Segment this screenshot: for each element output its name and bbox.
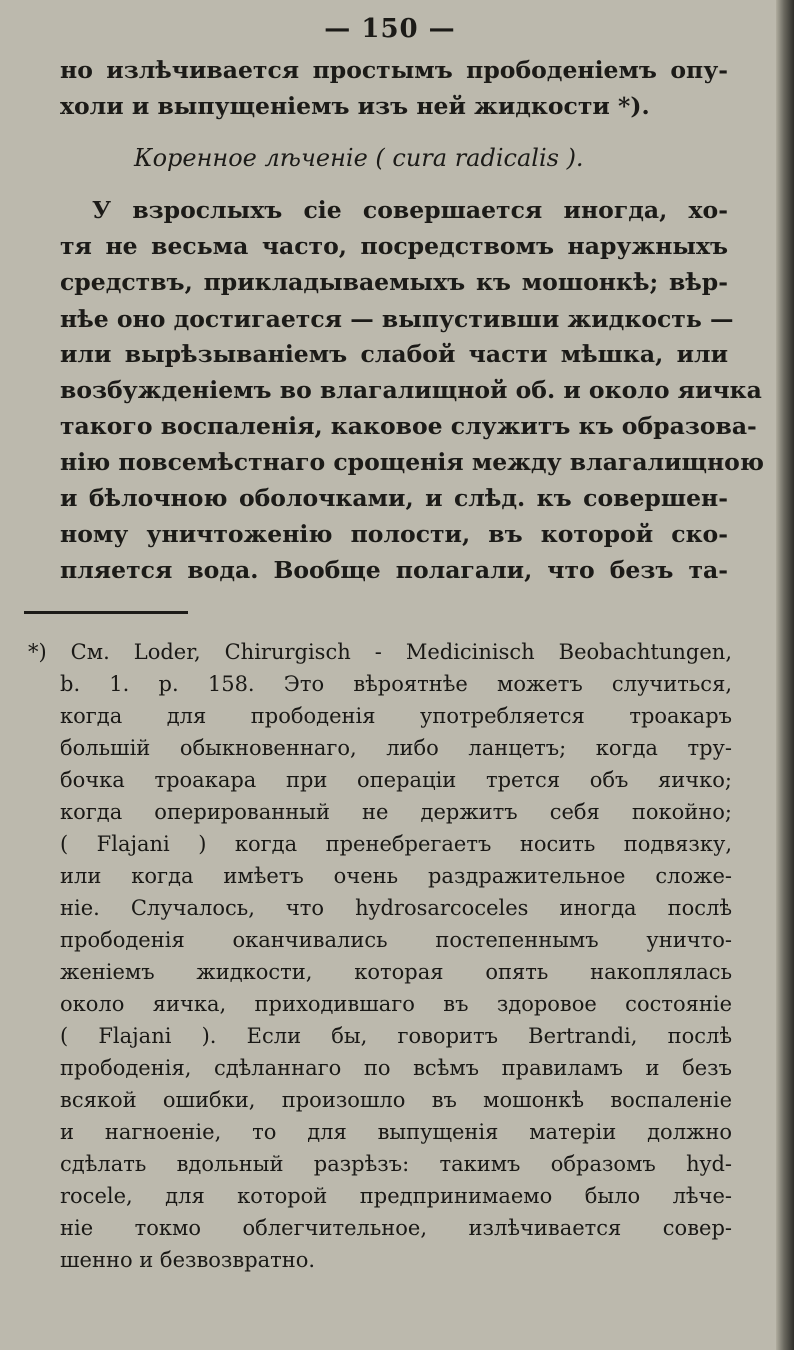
paragraph-line: ному уничтоженію полости, въ которой ско- — [60, 520, 728, 548]
binding-edge — [776, 0, 794, 1350]
footnote-divider — [24, 611, 188, 614]
footnote-line: сдѣлать вдольный разрѣзъ: такимъ образомъ hyd- — [60, 1152, 732, 1176]
footnote-line: ( Flajani ) когда пренебрегаетъ носить подвязку, — [60, 832, 732, 856]
footnote-line: и нагноеніе, то для выпущенія матеріи должно — [60, 1120, 732, 1144]
footnote-line: ніе. Случалось, что hydrosarcoceles иногда послѣ — [60, 896, 732, 920]
paragraph-line: У взрослыхъ сіе совершается иногда, хо- — [92, 196, 728, 224]
page-number: — 150 — — [324, 14, 456, 44]
footnote-line: около яичка, приходившаго въ здоровое состояніе — [60, 992, 732, 1016]
footnote-line: шенно и безвозвратно. — [60, 1248, 316, 1272]
footnote-line: rocele, для которой предпринимаемо было лѣче- — [60, 1184, 732, 1208]
intro-line: но излѣчивается простымъ прободеніемъ опу- — [60, 56, 728, 84]
footnote-line: b. 1. p. 158. Это вѣроятнѣе можетъ случиться, — [60, 672, 732, 696]
paragraph-line: средствъ, прикладываемыхъ къ мошонкѣ; вѣр- — [60, 268, 728, 296]
paragraph-line: такого воспаленія, каковое служитъ къ образова- — [60, 412, 757, 440]
footnote-line: когда оперированный не держитъ себя покойно; — [60, 800, 732, 824]
paragraph-line: тя не весьма часто, посредствомъ наружныхъ — [60, 232, 728, 260]
footnote-line: ніе токмо облегчительное, излѣчивается совер- — [60, 1216, 732, 1240]
footnote-line: ( Flajani ). Если бы, говоритъ Bertrandi, послѣ — [60, 1024, 732, 1048]
footnote-line: прободенія оканчивались постепеннымъ уничто- — [60, 928, 732, 952]
footnote-line: когда для прободенія употребляется троакаръ — [60, 704, 732, 728]
paragraph-line: возбужденіемъ во влагалищной об. и около яичка — [60, 376, 762, 404]
section-subtitle: Коренное лѣченіе ( cura radicalis ). — [134, 144, 584, 172]
paragraph-line: пляется вода. Вообще полагали, что безъ та- — [60, 556, 728, 584]
paragraph-line: нію повсемѣстнаго срощенія между влагалищною — [60, 448, 764, 476]
footnote-line: всякой ошибки, произошло въ мошонкѣ воспаленіе — [60, 1088, 732, 1112]
paragraph-line: или вырѣзываніемъ слабой части мѣшка, или — [60, 340, 728, 368]
footnote-line: *) См. Loder, Chirurgisch - Medicinisch Beobachtungen, — [28, 640, 732, 664]
paragraph-line: и бѣлочною оболочками, и слѣд. къ совершен- — [60, 484, 728, 512]
footnote-line: большій обыкновеннаго, либо ланцетъ; когда тру- — [60, 736, 732, 760]
footnote-line: прободенія, сдѣланнаго по всѣмъ правиламъ и безъ — [60, 1056, 732, 1080]
footnote-line: или когда имѣетъ очень раздражительное сложе- — [60, 864, 732, 888]
intro-line: холи и выпущеніемъ изъ ней жидкости *). — [60, 92, 650, 120]
paragraph-line: нѣе оно достигается — выпустивши жидкость — — [60, 305, 734, 333]
footnote-line: женіемъ жидкости, которая опять накоплялась — [60, 960, 732, 984]
footnote-line: бочка троакара при операціи трется объ яичко; — [60, 768, 732, 792]
